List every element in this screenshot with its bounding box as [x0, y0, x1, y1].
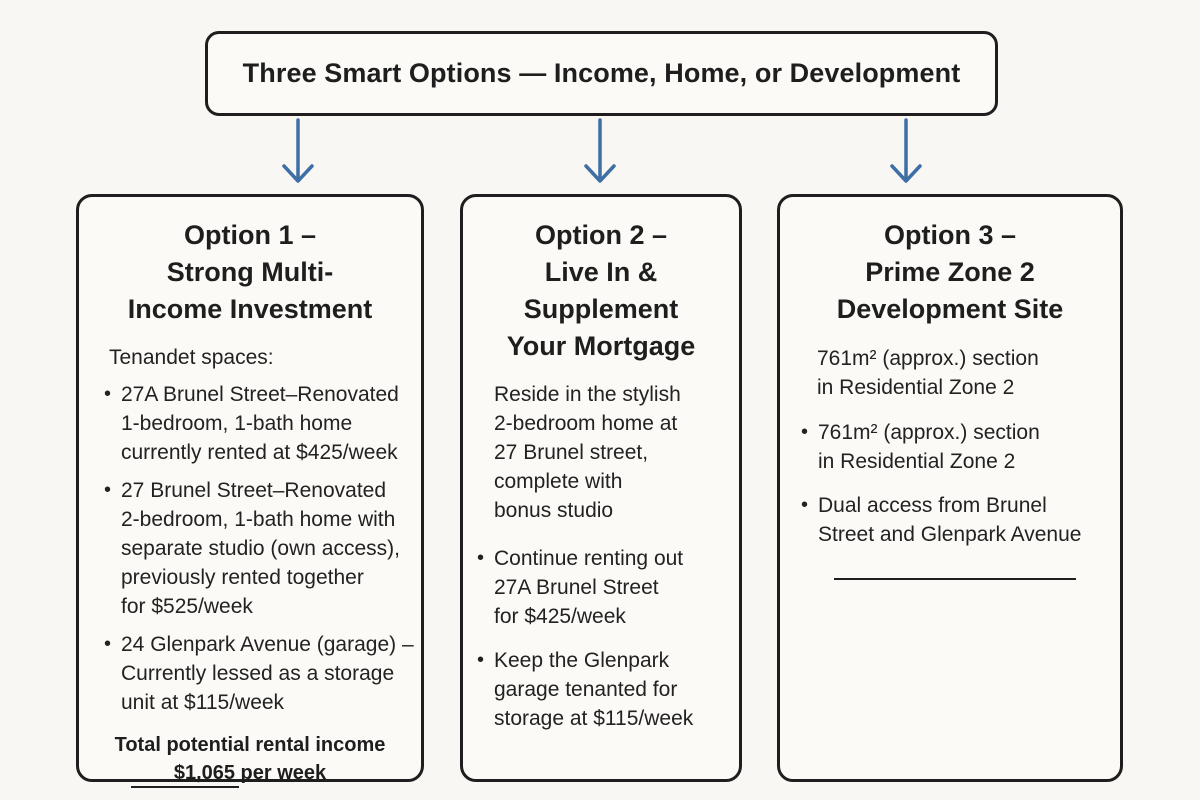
bullet-line: Street and Glenpark Avenue	[818, 523, 1082, 546]
intro-line: in Residential Zone 2	[817, 376, 1015, 399]
bullet-line: 27A Brunel Street–Renovated	[121, 383, 399, 406]
bullet-line: 1-bedroom, 1-bath home	[121, 412, 353, 435]
list-item	[477, 646, 694, 733]
option-2-bullets	[477, 544, 694, 733]
arrow-to-option-2	[586, 120, 614, 181]
option-1-title-line: Strong Multi-	[166, 257, 334, 287]
divider	[834, 578, 1076, 580]
option-1-card	[76, 194, 424, 782]
page-title: Three Smart Options — Income, Home, or Development	[242, 58, 961, 88]
bullet-line: 761m² (approx.) section	[818, 421, 1040, 444]
bullet-line: for $425/week	[494, 605, 626, 628]
option-2-intro	[494, 380, 681, 525]
option-1-title-line: Option 1 –	[183, 220, 316, 250]
bullet-icon: •	[104, 633, 112, 655]
bullet-line: 27 Brunel Street–Renovated	[121, 479, 387, 502]
option-3-title	[780, 217, 1120, 328]
intro-line: 2-bedroom home at	[494, 412, 678, 435]
bullet-line: separate studio (own access),	[121, 537, 400, 560]
arrow-to-option-1	[284, 120, 312, 181]
bullet-line: garage tenanted for	[494, 678, 678, 701]
bullet-line: 24 Glenpark Avenue (garage) –	[121, 633, 414, 656]
option-2-title-line: Option 2 –	[534, 220, 667, 250]
option-3-title-line: Prime Zone 2	[865, 257, 1035, 287]
option-3-intro	[817, 344, 1039, 402]
title-box	[205, 31, 998, 116]
list-item	[104, 476, 414, 621]
option-3-title-line: Development Site	[836, 294, 1064, 324]
option-2-title-line: Your Mortgage	[506, 331, 696, 361]
total-income-label: Total potential rental income	[114, 734, 386, 756]
bullet-line: 27A Brunel Street	[494, 576, 659, 599]
option-1-intro: Tenandet spaces:	[109, 346, 274, 369]
list-item	[477, 544, 693, 631]
option-2-title	[463, 217, 739, 365]
bullet-line: Keep the Glenpark	[494, 649, 670, 672]
bullet-line: currently rented at $425/week	[121, 441, 398, 464]
bullet-line: in Residential Zone 2	[818, 450, 1016, 473]
bullet-line: Continue renting out	[494, 547, 684, 570]
bullet-line: unit at $115/week	[121, 691, 285, 714]
bullet-icon: •	[104, 479, 112, 501]
option-2-title-line: Supplement	[523, 294, 679, 324]
option-1-title	[79, 217, 421, 328]
bullet-line: Currently lessed as a storage	[121, 662, 395, 685]
option-1-title-line: Income Investment	[127, 294, 373, 324]
option-1-bullets	[104, 380, 414, 717]
bullet-icon: •	[477, 649, 485, 671]
intro-line: Reside in the stylish	[494, 383, 681, 406]
bullet-icon: •	[477, 547, 485, 569]
bullet-icon: •	[801, 421, 809, 443]
arrow-to-option-3	[892, 120, 920, 181]
list-item	[801, 491, 1082, 549]
bullet-icon: •	[104, 383, 112, 405]
bullet-line: for $525/week	[121, 595, 253, 618]
bullet-icon: •	[801, 494, 809, 516]
option-2-title-line: Live In &	[544, 257, 658, 287]
divider	[131, 786, 239, 788]
intro-line: bonus studio	[494, 499, 614, 522]
intro-line: 761m² (approx.) section	[817, 347, 1039, 370]
bullet-line: storage at $115/week	[494, 707, 694, 730]
list-item	[104, 380, 414, 467]
intro-line: complete with	[494, 470, 623, 493]
intro-line: 27 Brunel street,	[494, 441, 649, 464]
option-3-title-line: Option 3 –	[883, 220, 1016, 250]
option-3-card	[777, 194, 1123, 782]
bullet-line: previously rented together	[121, 566, 364, 589]
list-item	[104, 630, 414, 717]
bullet-line: Dual access from Brunel	[818, 494, 1047, 517]
option-3-bullets	[801, 418, 1082, 549]
option-2-card	[460, 194, 742, 782]
list-item	[801, 418, 1081, 476]
total-income-value: $1,065 per week	[173, 762, 327, 784]
bullet-line: 2-bedroom, 1-bath home with	[121, 508, 396, 531]
